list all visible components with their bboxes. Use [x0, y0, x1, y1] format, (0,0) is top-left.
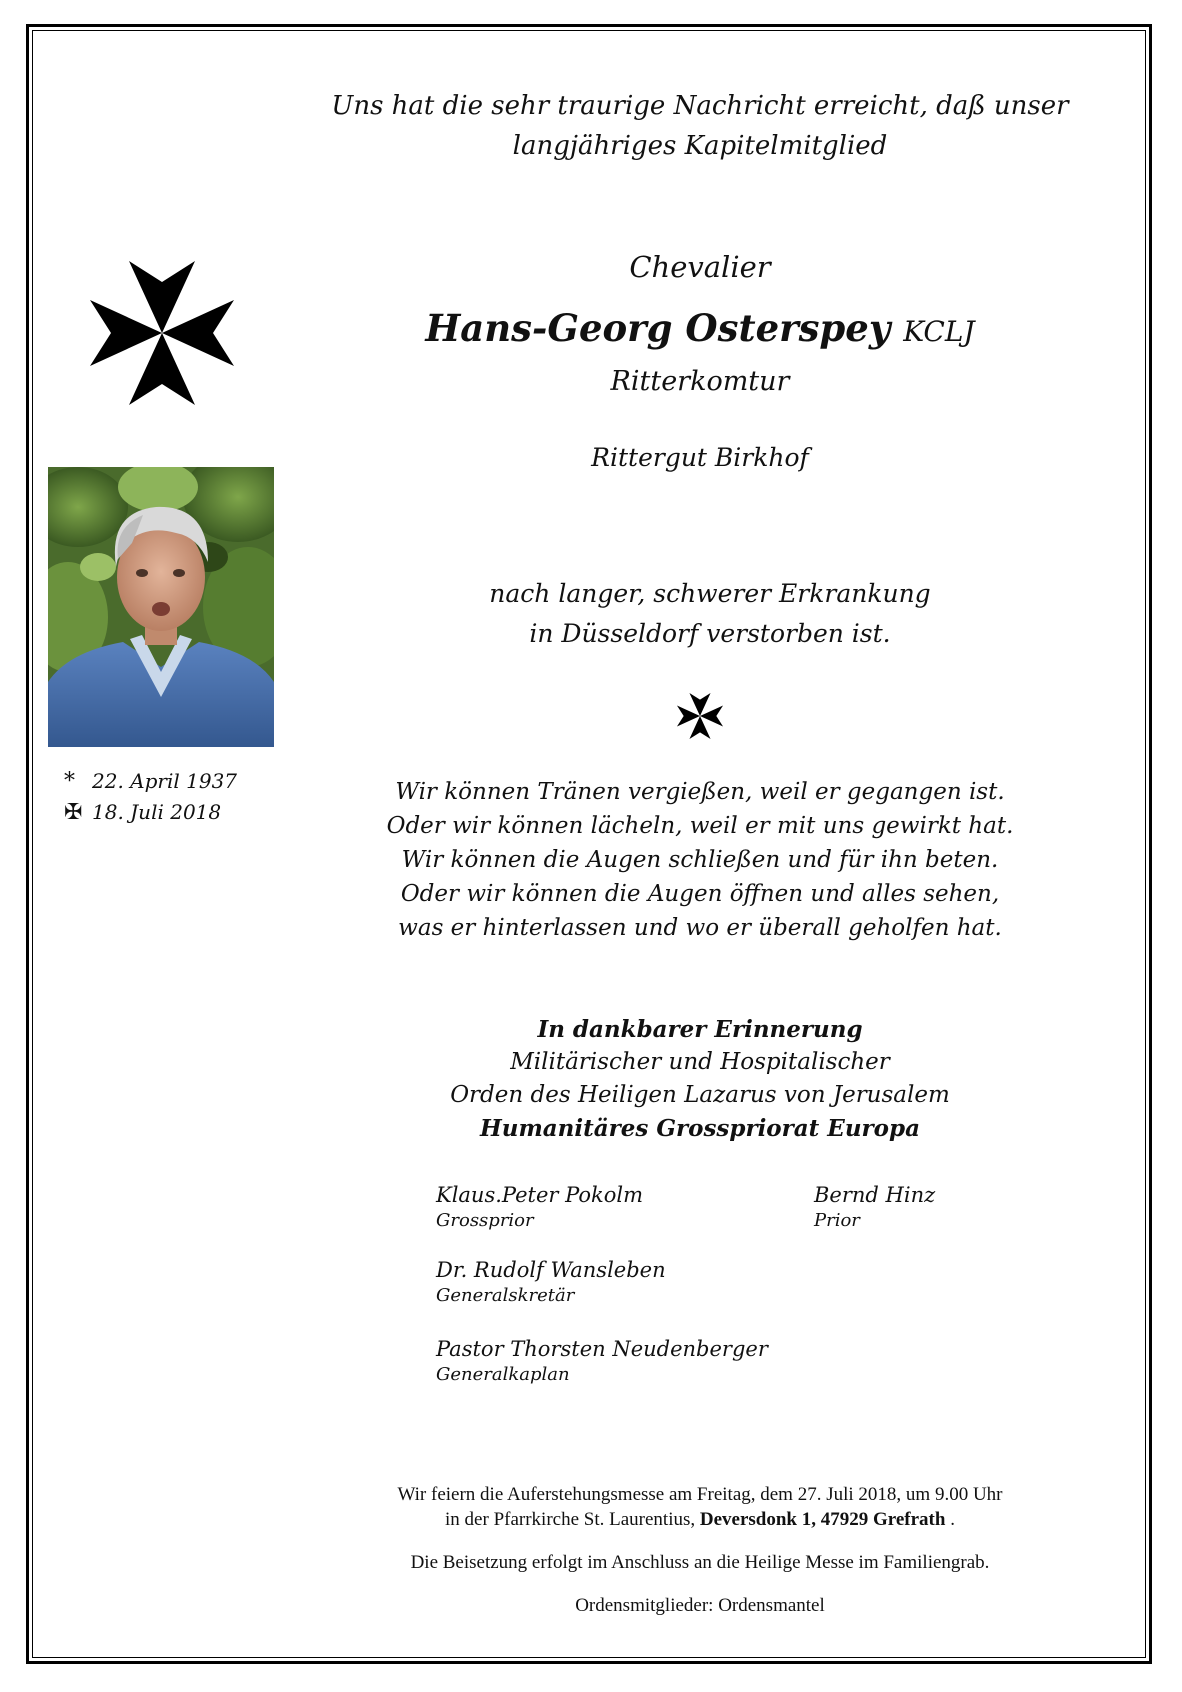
birth-date: 22. April 1937 [92, 769, 238, 793]
birth-star-icon: * [64, 769, 75, 794]
deceased-name: Hans-Georg Osterspey [425, 306, 891, 350]
intro-text [300, 86, 1100, 166]
maltese-cross-icon [675, 692, 725, 740]
death-date: 18. Juli 2018 [92, 800, 222, 824]
intro-line-2: langjähriges Kapitelmitglied [512, 131, 888, 161]
death-notice-line-1: nach langer, schwerer Erkrankung [489, 579, 931, 608]
cross-icon: ✠ [64, 800, 83, 825]
signatory [436, 1182, 643, 1234]
honorific: Chevalier [629, 250, 771, 284]
dedication-heading: In dankbarer Erinnerung [537, 1016, 863, 1043]
poem-line: Oder wir können die Augen öffnen und alles sehen, [400, 881, 1000, 907]
burial-line: Die Beisetzung erfolgt im Anschluss an die Heilige Messe im Familiengrab. [410, 1552, 990, 1573]
birth-date-row [64, 766, 237, 797]
mass-line-1: Wir feiern die Auferstehungsmesse am Freitag, dem 27. Juli 2018, um 9.00 Uhr [397, 1484, 1003, 1505]
signatory-name: Bernd Hinz [814, 1183, 936, 1207]
mass-line-2-end: . [945, 1509, 955, 1530]
poem-line: was er hinterlassen und wo er überall geholfen hat. [398, 915, 1002, 941]
death-notice [360, 574, 1060, 654]
dress-code-line: Ordensmitglieder: Ordensmantel [575, 1595, 825, 1616]
intro-line-1: Uns hat die sehr traurige Nachricht erreicht, daß unser [331, 91, 1069, 121]
mass-line-2 [300, 1507, 1100, 1532]
death-date-row [64, 797, 237, 828]
signatory [436, 1336, 768, 1388]
life-dates [64, 766, 237, 828]
poem [300, 775, 1100, 945]
signatory-role: Generalskretär [436, 1285, 575, 1306]
signatory-role: Generalkaplan [436, 1364, 570, 1385]
signatory-name: Dr. Rudolf Wansleben [436, 1258, 666, 1282]
signatory-role: Prior [814, 1210, 860, 1231]
rank: Ritterkomtur [610, 366, 790, 397]
deceased-name-line [350, 306, 1050, 350]
estate: Rittergut Birkhof [591, 443, 809, 472]
order-name-line-3: Humanitäres Grosspriorat Europa [479, 1115, 920, 1142]
order-name-line-1: Militärischer und Hospitalischer [510, 1049, 890, 1075]
signatory-name: Pastor Thorsten Neudenberger [436, 1337, 768, 1361]
maltese-cross-icon [84, 258, 240, 408]
signatory [814, 1182, 935, 1234]
poem-line: Wir können Tränen vergießen, weil er gegangen ist. [395, 779, 1005, 805]
church-address: Deversdonk 1, 47929 Grefrath [699, 1509, 946, 1530]
portrait-photo [48, 467, 274, 747]
signatory-name: Klaus.Peter Pokolm [436, 1183, 644, 1207]
signatory-role: Grossprior [436, 1210, 534, 1231]
deceased-suffix: KCLJ [903, 315, 975, 348]
memorial-dedication [350, 1013, 1050, 1145]
mass-line-2-text: in der Pfarrkirche St. Laurentius, [445, 1509, 700, 1530]
service-info [300, 1482, 1100, 1618]
order-name-line-2: Orden des Heiligen Lazarus von Jerusalem [450, 1082, 950, 1108]
signatory [436, 1257, 666, 1309]
death-notice-line-2: in Düsseldorf verstorben ist. [529, 619, 891, 648]
poem-line: Oder wir können lächeln, weil er mit uns gewirkt hat. [386, 813, 1014, 839]
poem-line: Wir können die Augen schließen und für ihn beten. [401, 847, 999, 873]
